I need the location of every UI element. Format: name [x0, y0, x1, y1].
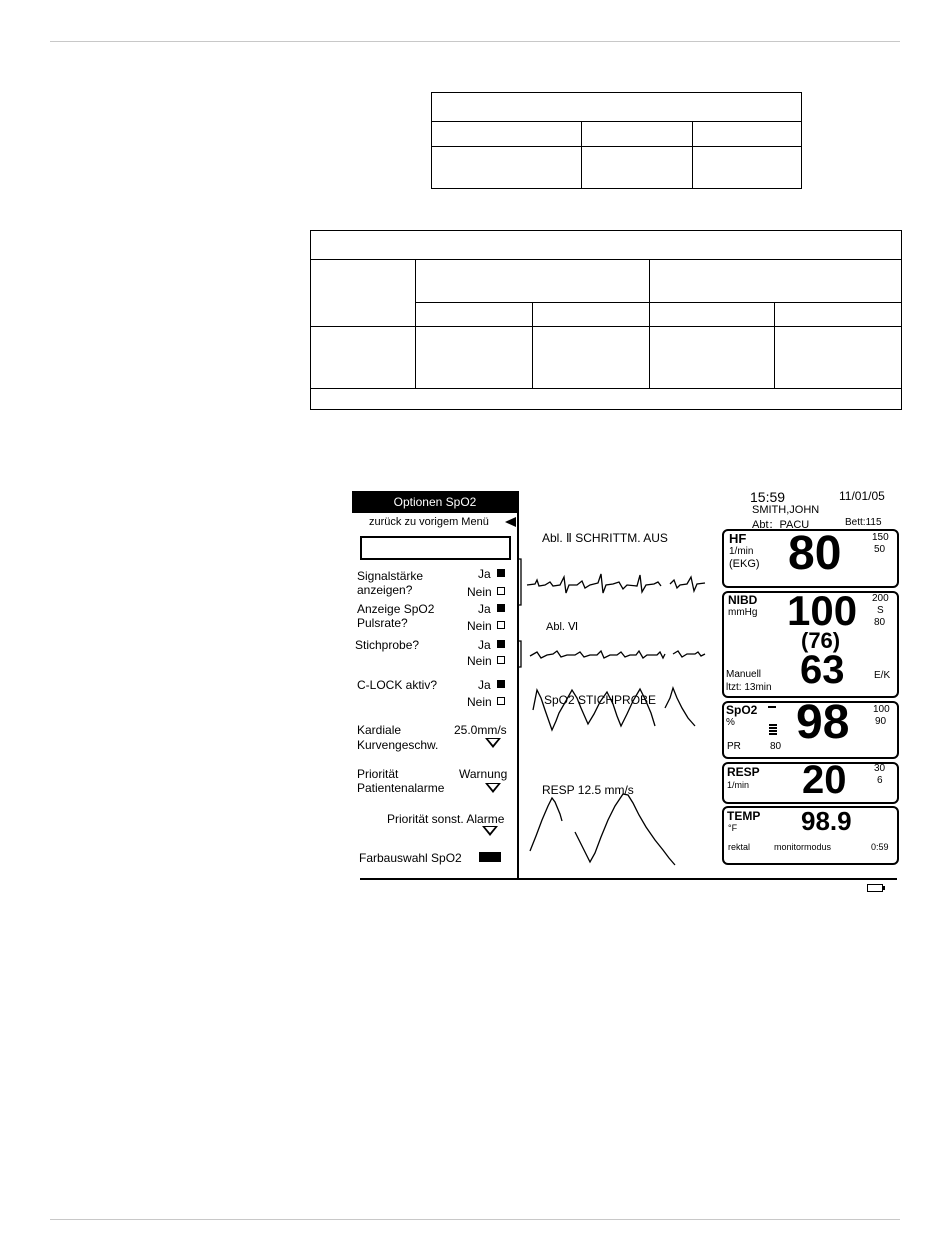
resp-alarm-high: 30: [874, 763, 886, 774]
clock-yes-checkbox[interactable]: [497, 680, 505, 688]
footer-rule: [50, 1219, 900, 1220]
header-rule: [50, 41, 900, 42]
nibd-last: ltzt: 13min: [726, 682, 772, 693]
signal-no-label: Nein: [467, 585, 492, 599]
nibd-unit: mmHg: [728, 607, 758, 618]
temp-time: 0:59: [871, 842, 889, 852]
pulse-no-label: Nein: [467, 619, 492, 633]
stich-yes-checkbox[interactable]: [497, 640, 505, 648]
hf-value: 80: [788, 527, 842, 580]
ecg2-wave: [530, 651, 705, 658]
ecg1-label: Abl. Ⅱ SCHRITTM. AUS: [542, 531, 668, 545]
kard-label-1: Kardiale: [357, 723, 402, 737]
hf-label: HF: [729, 531, 747, 546]
pulse-yes-checkbox[interactable]: [497, 604, 505, 612]
nibd-dia-value: 63: [800, 648, 845, 692]
stich-no-label: Nein: [467, 654, 492, 668]
ecg1-bracket: [517, 559, 521, 605]
patient-monitor-screen: [350, 488, 900, 898]
nibd-sys-value: 100: [787, 587, 858, 634]
prio-dropdown-icon-inner: [488, 784, 498, 790]
hf-unit: 1/min: [729, 546, 754, 557]
resp-unit: 1/min: [727, 780, 750, 790]
nibd-mean-value: (76): [801, 628, 841, 653]
back-arrow-icon[interactable]: [505, 517, 516, 527]
menu-title: Optionen SpO2: [352, 491, 518, 513]
bottom-divider: [360, 878, 897, 880]
prio-value: Warnung: [459, 767, 508, 781]
signal-yes-label: Ja: [478, 567, 491, 581]
empty-table-2: [310, 230, 902, 410]
color-label: Farbauswahl SpO2: [359, 851, 462, 865]
nibd-mode: Manuell: [726, 669, 762, 680]
signal-no-checkbox[interactable]: [497, 587, 505, 595]
pulse-yes-label: Ja: [478, 602, 491, 616]
hf-alarm-high: 150: [872, 532, 889, 543]
spo2-wave-label: SpO2 STICHPROBE: [544, 693, 657, 707]
resp-wave-label: RESP 12.5 mm/s: [542, 783, 634, 797]
color-swatch[interactable]: [479, 852, 501, 862]
temp-label: TEMP: [727, 809, 761, 823]
resp-value: 20: [802, 758, 847, 802]
signal-yes-checkbox[interactable]: [497, 569, 505, 577]
empty-table-1: [431, 92, 802, 189]
kard-dropdown-icon-inner: [488, 739, 498, 745]
spo2-wave: [533, 688, 695, 730]
signal-label-2: anzeigen?: [357, 583, 413, 597]
prio-label-2: Patientenalarme: [357, 781, 445, 795]
ecg2-label: Abl. Ⅵ: [546, 621, 579, 633]
pulse-label-2: Pulsrate?: [357, 616, 408, 630]
pulse-label-1: Anzeige SpO2: [357, 602, 435, 616]
signal-strength-bar-icon: [769, 724, 777, 736]
clock-no-checkbox[interactable]: [497, 697, 505, 705]
spo2-label: SpO2: [726, 703, 758, 717]
battery-icon: [867, 884, 883, 892]
temp-value: 98.9: [801, 806, 852, 836]
clock-yes-label: Ja: [478, 678, 491, 692]
spo2-alarm-high: 100: [873, 704, 890, 715]
resp-wave: [530, 794, 675, 865]
temp-unit: °F: [728, 823, 738, 833]
prio-other-label: Priorität sonst. Alarme: [387, 812, 505, 826]
nibd-alarm-low: 80: [874, 617, 886, 628]
ecg2-bracket: [517, 641, 521, 667]
pulse-no-checkbox[interactable]: [497, 621, 505, 629]
stich-label: Stichprobe?: [355, 638, 420, 652]
kard-label-2: Kurvengeschw.: [357, 738, 439, 752]
date: 11/01/05: [839, 489, 885, 503]
signal-strength-top-bar: [768, 706, 776, 708]
nibd-label: NIBD: [728, 593, 758, 607]
spo2-value: 98: [796, 696, 850, 749]
prio-label-1: Priorität: [357, 767, 399, 781]
spo2-alarm-low: 90: [875, 716, 887, 727]
back-menu-item[interactable]: zurück zu vorigem Menü: [369, 516, 489, 528]
menu-input-field[interactable]: [360, 536, 511, 560]
clock-no-label: Nein: [467, 695, 492, 709]
hf-alarm-low: 50: [874, 544, 886, 555]
pr-label: PR: [727, 741, 741, 752]
temp-site: rektal: [728, 842, 751, 852]
clock-time: 15:59: [750, 489, 786, 505]
hf-source: (EKG): [729, 558, 760, 570]
bed-number: Bett:115: [845, 517, 882, 528]
patient-name: SMITH,JOHN: [752, 504, 820, 516]
resp-alarm-low: 6: [877, 775, 883, 786]
department: Abt：PACU: [752, 519, 810, 531]
stich-yes-label: Ja: [478, 638, 491, 652]
resp-label: RESP: [727, 765, 760, 779]
battery-tip: [883, 886, 885, 890]
spo2-unit: %: [726, 717, 735, 728]
nibd-alarm-high: 200: [872, 593, 889, 604]
nibd-tag: E/K: [874, 670, 891, 681]
clock-label: C-LOCK aktiv?: [357, 678, 438, 692]
prio-other-dropdown-icon-inner: [485, 827, 495, 833]
kard-value: 25.0mm/s: [454, 723, 507, 737]
temp-mode: monitormodus: [774, 842, 832, 852]
waveforms: [515, 558, 725, 878]
nibd-alarm-mid: S: [877, 605, 884, 616]
pr-value: 80: [770, 741, 782, 752]
stich-no-checkbox[interactable]: [497, 656, 505, 664]
signal-label-1: Signalstärke: [357, 569, 424, 583]
ecg1-wave: [527, 574, 705, 593]
